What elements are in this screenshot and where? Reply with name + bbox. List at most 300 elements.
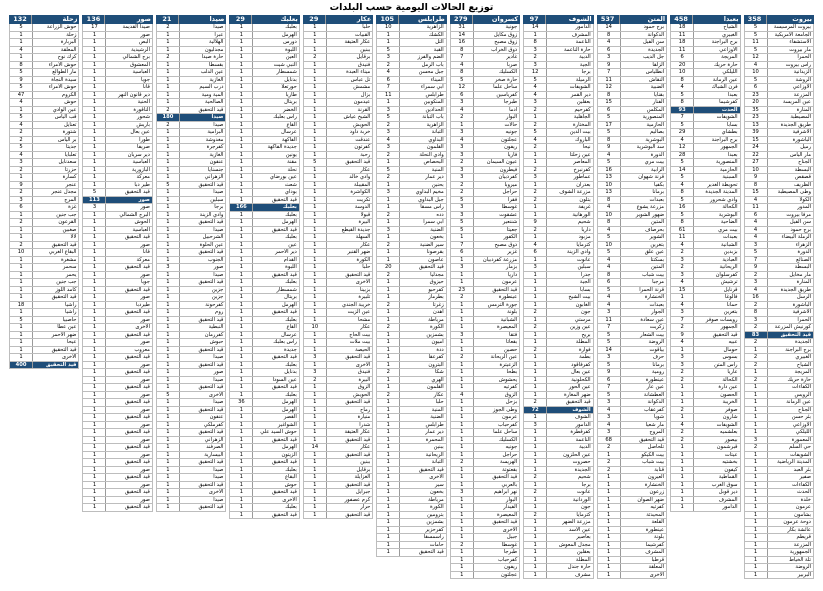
case-count: 1: [166, 339, 170, 345]
town-name: عانوت: [546, 257, 592, 264]
table-row: [523, 144, 593, 152]
case-count: 3: [680, 354, 684, 360]
town-name: شحيم: [546, 474, 592, 481]
case-count: 10: [752, 166, 759, 173]
table-row: [744, 324, 814, 332]
town-name: حارة صيدا: [179, 54, 225, 61]
case-count: 5: [19, 69, 23, 75]
table-row: [523, 24, 593, 32]
town-name: القلعة: [620, 519, 666, 526]
town-name: حارة حريك: [693, 62, 739, 69]
case-count: 1: [680, 489, 684, 495]
table-row: [450, 437, 520, 445]
case-count: 4: [386, 136, 390, 143]
case-count: 1: [313, 474, 317, 480]
table-row: [303, 249, 373, 257]
case-count: 6: [606, 376, 611, 383]
case-count: 1: [239, 31, 244, 38]
table-row: [229, 47, 299, 55]
town-name: شننعير: [473, 219, 519, 226]
table-row: [670, 47, 740, 55]
case-count: 1: [680, 504, 684, 510]
case-count: 1: [19, 211, 23, 218]
case-count: 2: [386, 241, 390, 248]
town-name: القدام: [252, 257, 298, 264]
table-row: [523, 107, 593, 115]
case-count: 1: [753, 504, 758, 510]
case-count: 1: [166, 61, 170, 68]
case-count: 1: [313, 196, 317, 203]
town-name: عين عار: [620, 384, 666, 391]
district-table: [9, 15, 814, 585]
table-row: [376, 482, 446, 490]
table-row: [744, 54, 814, 62]
table-row: [597, 257, 667, 265]
case-count: 1: [239, 84, 244, 90]
table-row: [450, 77, 520, 85]
town-name: عين علق: [620, 249, 666, 256]
town-name: الهري: [399, 377, 445, 384]
table-row: [744, 144, 814, 152]
case-count: 1: [166, 76, 170, 83]
town-name: ساحل علما: [473, 84, 519, 91]
case-count: 1: [92, 241, 97, 248]
town-name: مجدل عنجر: [32, 189, 78, 196]
case-count: 1: [166, 466, 170, 473]
town-name: كفرذبيان: [473, 174, 519, 181]
case-count: 1: [166, 451, 170, 458]
town-name: البرج الشمالي: [105, 212, 151, 219]
town-name: كفرتيه: [473, 384, 519, 391]
table-row: [523, 219, 593, 227]
district-count: 29: [235, 15, 245, 23]
case-count: 3: [753, 241, 758, 248]
town-name: صور: [105, 407, 151, 414]
table-row: [376, 197, 446, 205]
case-count: 2: [386, 211, 390, 218]
table-row: [229, 309, 299, 317]
table-row: [523, 69, 593, 77]
town-name: مار مخايل: [767, 272, 813, 279]
town-name: عين الريحانة: [473, 354, 519, 361]
table-row: [597, 437, 667, 445]
table-row: [670, 114, 740, 122]
town-name: العباسية: [105, 159, 151, 166]
case-count: 1: [386, 181, 390, 188]
town-name: الميناء: [399, 77, 445, 84]
case-count: 1: [92, 46, 97, 53]
town-name: الريحانية: [399, 452, 445, 459]
case-count: 1: [92, 106, 97, 113]
district-header: [450, 15, 520, 24]
case-count: 1: [166, 234, 170, 240]
town-name: سد البوشرية: [620, 144, 666, 151]
town-name: مشمش: [326, 84, 372, 91]
case-count: 4: [606, 39, 611, 45]
table-row: [744, 24, 814, 32]
table-row: [9, 309, 79, 317]
town-name: مجدليون: [179, 47, 225, 54]
case-count: 4: [606, 226, 611, 233]
town-name: سن الفيل: [620, 39, 666, 46]
table-row: [229, 257, 299, 265]
town-name: الباروك: [546, 137, 592, 144]
case-count: 1: [166, 399, 170, 405]
town-name: شتورة: [32, 129, 78, 136]
town-name: الزاهرية: [399, 122, 445, 129]
table-row: [744, 489, 814, 497]
table-row: [303, 429, 373, 437]
table-row: [744, 159, 814, 167]
town-name: كورنيش المزرعة: [767, 324, 813, 331]
town-name: المنارة: [767, 107, 813, 114]
town-name: الكواشرة: [326, 189, 372, 196]
case-count: 1: [92, 361, 97, 368]
case-count: 1: [239, 136, 244, 143]
case-count: 1: [92, 466, 97, 473]
table-row: [670, 324, 740, 332]
case-count: 3: [460, 129, 464, 135]
town-name: الضنية: [399, 227, 445, 234]
case-count: 1: [533, 354, 537, 360]
town-name: الهرمل: [252, 32, 298, 39]
table-row: [450, 144, 520, 152]
town-name: بدنايل: [252, 369, 298, 376]
town-name: الشواغير: [252, 422, 298, 429]
town-name: صور: [179, 369, 225, 376]
town-name: عجلتون: [473, 572, 519, 579]
case-count: 1: [166, 196, 170, 203]
case-count: 1: [19, 279, 23, 285]
table-row: [597, 24, 667, 32]
case-count: 2: [680, 436, 684, 443]
district-header: [229, 15, 299, 24]
town-name: سيدة النجاة: [32, 77, 78, 84]
town-name: البوشرية: [693, 212, 739, 219]
town-name: الظريف: [767, 182, 813, 189]
table-row: [156, 482, 226, 490]
town-name: بخشتيه: [693, 459, 739, 466]
table-row: [229, 414, 299, 422]
case-count: 2: [533, 196, 537, 203]
town-name: دده: [399, 212, 445, 219]
table-row: [376, 332, 446, 340]
case-count: 1: [680, 466, 684, 473]
town-name: بعلبك: [252, 392, 298, 399]
town-name: غادير: [473, 54, 519, 61]
case-count: 4: [606, 421, 611, 428]
town-name: قيد التحقيق: [179, 182, 225, 189]
case-count: 8: [606, 91, 611, 98]
district-header: [597, 15, 667, 24]
table-row: [82, 332, 152, 340]
case-count: 1: [239, 301, 244, 308]
case-count: 5: [606, 234, 611, 240]
table-row: [82, 317, 152, 325]
table-row: [303, 122, 373, 130]
town-name: كفرسلوان: [693, 272, 739, 279]
table-row: [229, 234, 299, 242]
case-count: 1: [313, 451, 317, 458]
table-row: [744, 549, 814, 557]
table-row: [82, 219, 152, 227]
table-row: [229, 369, 299, 377]
case-count: 4: [753, 226, 758, 233]
case-count: 5: [753, 24, 758, 30]
town-name: الكورة: [399, 324, 445, 331]
case-count: 11: [605, 316, 612, 323]
town-name: برجا: [546, 482, 592, 489]
case-count: 1: [386, 339, 390, 345]
table-row: [156, 204, 226, 212]
town-name: ميناء العبدة: [326, 69, 372, 76]
case-count: 1: [19, 234, 23, 240]
table-row: [744, 242, 814, 250]
case-count: 4: [680, 301, 684, 308]
case-count: 1: [386, 294, 390, 300]
town-name: الروضة: [620, 339, 666, 346]
case-count: 1: [92, 436, 97, 443]
case-count: 5: [19, 316, 23, 323]
case-count: 1: [92, 91, 97, 98]
town-name: المشرف: [546, 32, 592, 39]
case-count: 1: [313, 106, 317, 113]
table-row: [303, 212, 373, 220]
table-row: [670, 279, 740, 287]
case-count: 6: [19, 204, 23, 210]
town-name: امیون: [399, 339, 445, 346]
case-count: 1: [753, 526, 758, 533]
table-row: [597, 399, 667, 407]
town-name: مار الطوالع: [32, 69, 78, 76]
town-name: ريفون: [473, 144, 519, 151]
case-count: 1: [386, 549, 390, 555]
case-count: 1: [239, 151, 244, 158]
case-count: 1: [533, 369, 537, 375]
table-row: [9, 294, 79, 302]
town-name: طير دبا: [105, 182, 151, 189]
table-row: [670, 159, 740, 167]
table-row: [523, 84, 593, 92]
table-row: [82, 399, 152, 407]
table-row: [744, 249, 814, 257]
town-name: الناقورة: [105, 107, 151, 114]
case-count: 5: [386, 114, 390, 120]
table-row: [156, 287, 226, 295]
case-count: 1: [92, 376, 97, 383]
town-name: عكار: [326, 444, 372, 451]
table-row: [229, 144, 299, 152]
town-name: طاريا: [252, 92, 298, 99]
case-count: 3: [753, 436, 758, 443]
town-name: كفرملكي: [179, 422, 225, 429]
table-row: [9, 347, 79, 355]
table-row: [303, 279, 373, 287]
town-name: قيد التحقيق: [252, 197, 298, 204]
table-row: [229, 347, 299, 355]
case-count: 1: [92, 174, 97, 180]
case-count: 1: [239, 346, 244, 353]
table-row: [156, 39, 226, 47]
case-count: 1: [460, 316, 464, 323]
case-count: 1: [19, 294, 23, 300]
town-name: بياقوت: [620, 347, 666, 354]
case-count: 1: [239, 271, 244, 278]
table-row: [9, 92, 79, 100]
town-name: كرم عصفور: [326, 497, 372, 504]
town-name: قيد التحقيق: [767, 332, 813, 339]
table-row: [303, 354, 373, 362]
table-row: [597, 444, 667, 452]
case-count: 1: [239, 129, 244, 135]
table-row: [303, 332, 373, 340]
case-count: 1: [166, 271, 170, 278]
table-row: [229, 24, 299, 32]
town-name: طبرجا: [473, 549, 519, 556]
case-count: 1: [386, 511, 390, 518]
table-row: [376, 512, 446, 520]
case-count: 3: [606, 354, 611, 360]
town-name: الحصون: [693, 392, 739, 399]
table-row: [82, 324, 152, 332]
town-name: السهلة: [326, 234, 372, 241]
case-count: 1: [460, 324, 464, 330]
case-count: 3: [606, 399, 611, 405]
town-name: المعلقة: [32, 47, 78, 54]
table-row: [670, 452, 740, 460]
case-count: 7: [606, 324, 611, 330]
case-count: 1: [533, 234, 537, 240]
case-count: 1: [533, 481, 537, 488]
town-name: بقنايا: [620, 92, 666, 99]
case-count: 1: [239, 121, 244, 128]
case-count: 1: [239, 39, 244, 45]
town-name: قيد التحقيق: [105, 429, 151, 436]
case-count: 1: [19, 346, 23, 353]
town-name: جديدة: [252, 347, 298, 354]
table-row: [744, 429, 814, 437]
town-name: الزاهرية: [399, 24, 445, 31]
case-count: 1: [313, 76, 317, 83]
case-count: 1: [239, 166, 244, 173]
table-row: [450, 257, 520, 265]
table-row: [523, 459, 593, 467]
table-row: [156, 62, 226, 70]
table-row: [450, 32, 520, 40]
case-count: 1: [166, 354, 170, 360]
table-row: [82, 474, 152, 482]
town-name: قيد التحقيق: [105, 332, 151, 339]
case-count: 4: [533, 84, 537, 90]
case-count: 1: [313, 496, 317, 503]
table-row: [376, 39, 446, 47]
case-count: 6: [460, 91, 464, 98]
case-count: 1: [533, 294, 537, 300]
table-row: [597, 279, 667, 287]
table-row: [82, 159, 152, 167]
case-count: 2: [533, 309, 537, 315]
town-name: الغازية: [179, 152, 225, 159]
case-count: 166: [235, 204, 247, 210]
town-name: بئر حسن: [767, 414, 813, 421]
case-count: 1: [166, 294, 170, 300]
table-row: [523, 534, 593, 542]
table-row: [670, 482, 740, 490]
table-row: [303, 474, 373, 482]
table-row: [670, 219, 740, 227]
table-row: [450, 362, 520, 370]
town-name: حصين: [473, 347, 519, 354]
table-row: [523, 182, 593, 190]
case-count: 1: [92, 129, 97, 135]
table-row: [156, 32, 226, 40]
case-count: 1: [166, 496, 170, 503]
case-count: 1: [166, 369, 170, 375]
table-row: [9, 99, 79, 107]
table-row: [156, 234, 226, 242]
table-row: [156, 92, 226, 100]
table-row: [156, 467, 226, 475]
town-name: القلمون: [399, 144, 445, 151]
table-row: [376, 519, 446, 527]
town-name: الحيصة: [326, 347, 372, 354]
case-count: 5: [533, 129, 537, 135]
table-row: [523, 347, 593, 355]
town-name: بعلبك: [252, 362, 298, 369]
case-count: 1: [386, 204, 390, 210]
district-header: [376, 15, 446, 24]
case-count: 2: [460, 354, 464, 360]
town-name: الناعمة: [546, 39, 592, 46]
table-row: [450, 264, 520, 272]
case-count: 1: [92, 481, 97, 488]
table-row: [597, 504, 667, 512]
table-row: [376, 467, 446, 475]
town-name: المحمرة: [399, 437, 445, 444]
case-count: 8: [460, 69, 464, 75]
case-count: 5: [606, 339, 611, 345]
town-name: حلبا: [399, 399, 445, 406]
case-count: 2: [19, 241, 23, 248]
table-row: [670, 257, 740, 265]
case-count: 4: [606, 406, 611, 413]
table-row: [82, 167, 152, 175]
case-count: 4: [460, 391, 464, 398]
table-row: [450, 564, 520, 572]
table-row: [450, 527, 520, 535]
town-name: عيون السيمان: [473, 159, 519, 166]
table-row: [597, 369, 667, 377]
case-count: 1: [166, 69, 170, 75]
table-row: [670, 294, 740, 302]
case-count: 1: [92, 159, 97, 165]
table-row: [376, 32, 446, 40]
case-count: 1: [386, 286, 390, 293]
town-name: المحيدثة: [620, 512, 666, 519]
case-count: 1: [166, 174, 170, 180]
case-count: 5: [680, 211, 684, 218]
town-name: وادي شحرور: [693, 197, 739, 204]
table-row: [450, 272, 520, 280]
case-count: 1: [386, 331, 390, 338]
town-name: قصقص: [767, 174, 813, 181]
table-row: [82, 497, 152, 505]
case-count: 1: [386, 234, 390, 240]
table-row: [597, 137, 667, 145]
table-row: [229, 54, 299, 62]
table-row: [523, 279, 593, 287]
table-row: [156, 107, 226, 115]
